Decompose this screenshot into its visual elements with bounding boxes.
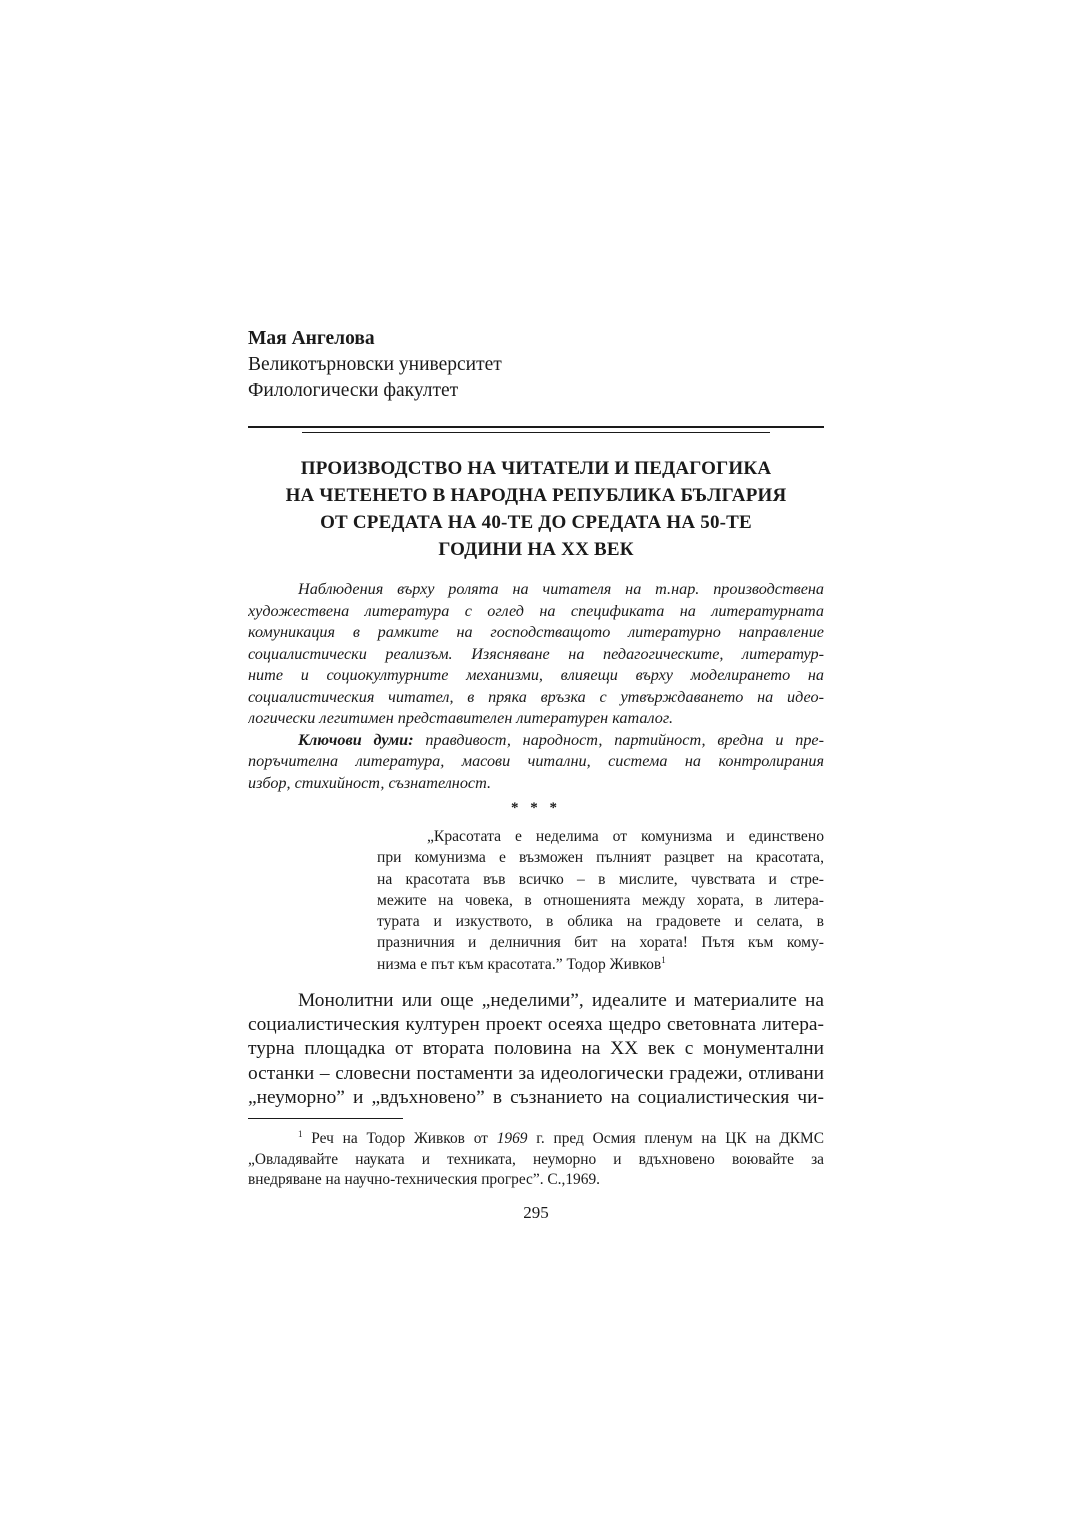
body-paragraph: [248, 989, 824, 1110]
article-title: [248, 455, 824, 563]
epigraph-line: при комунизма е възможен пълният разцвет на красотата,: [377, 849, 824, 867]
epigraph-last-text: низма е път към красотата.” Тодор Живков: [377, 955, 662, 973]
abstract-line: социалистическия читател, в пряка връзка с утвърждаването на идео-: [248, 687, 824, 706]
footnote-rule: [248, 1118, 403, 1119]
epigraph-line: турата и изкуството, в облика на градовете и селата, в: [377, 913, 824, 931]
body-line: „неуморно” и „вдъхновено” в съзнанието на социалистическия чи-: [248, 1086, 824, 1108]
keywords-label: Ключови думи:: [298, 730, 414, 749]
header-rule-thin: [302, 432, 770, 433]
header-rule-thick: [248, 426, 824, 428]
footnote: [248, 1129, 824, 1191]
body-line: социалистическия културен проект осеяха щедро световната литера-: [248, 1014, 824, 1036]
abstract-line: ните и социокултурните механизми, влияещи върху моделирането на: [248, 666, 824, 684]
footnote-text-post: г. пред Осмия пленум на ЦК на ДКМС: [527, 1130, 824, 1147]
epigraph-line: межите на човека, в отношенията между хората, в литера-: [377, 891, 824, 909]
page-number: 295: [523, 1203, 549, 1222]
author-name: Мая Ангелова: [248, 328, 375, 349]
author-block: [248, 326, 502, 404]
abstract-line: Наблюдения върху ролята на читателя на т.нар. производствена: [298, 580, 824, 598]
footnote-year: 1969: [496, 1130, 528, 1147]
keywords-line: [248, 730, 824, 752]
abstract-line: художествена литература с оглед на спецификата на литературната: [248, 601, 824, 620]
title-line: ОТ СРЕДАТА НА 40-ТЕ ДО СРЕДАТА НА 50-ТЕ: [320, 512, 752, 533]
epigraph-line: [377, 954, 824, 975]
abstract-line: социалистически реализъм. Изясняване на педагогическите, литератур-: [248, 644, 824, 663]
footnote-reference[interactable]: 1: [661, 954, 666, 965]
section-separator: * * *: [511, 800, 561, 816]
footnote-line: внедряване на научно-техническия прогрес”. С.,1969.: [248, 1171, 600, 1188]
epigraph-line: „Красотата е неделима от комунизма и единствено: [427, 828, 824, 845]
title-line: ГОДИНИ НА XX ВЕК: [438, 539, 634, 560]
epigraph-line: на красотата във всичко – в мислите, чувствата и стре-: [377, 870, 824, 888]
abstract-line: логически легитимен представителен литературен каталог.: [248, 709, 673, 727]
footnote-line: „Овладявайте науката и техниката, неуморно и вдъхновено воювайте за: [248, 1150, 824, 1168]
abstract-line: комуникация в рамките на господстващото литературно направление: [248, 623, 824, 641]
abstract: [248, 579, 824, 794]
title-line: ПРОИЗВОДСТВО НА ЧИТАТЕЛИ И ПЕДАГОГИКА: [300, 458, 772, 479]
author-university: Великотърновски университет: [248, 354, 502, 375]
keywords-line: поръчителна литература, масови читални, система на контролирания: [248, 752, 824, 770]
epigraph-line: празничния и делничния бит на хората! Пътя към кому-: [377, 934, 824, 952]
body-line: Монолитни или още „неделими”, идеалите и материалите на: [298, 990, 824, 1011]
body-line: останки – словесни постаменти за идеологически градежи, отливани: [248, 1062, 824, 1084]
title-line: НА ЧЕТЕНЕТО В НАРОДНА РЕПУБЛИКА БЪЛГАРИЯ: [285, 485, 787, 506]
keywords-line: избор, стихийност, съзнателност.: [248, 773, 492, 792]
footnote-line: [248, 1129, 824, 1150]
keywords-text: правдивост, народност, партийност, вредна и пре-: [413, 730, 824, 749]
epigraph: [377, 826, 824, 975]
footnote-text-pre: Реч на Тодор Живков от: [302, 1130, 497, 1147]
body-line: турна площадка от втората половина на XX век с монументални: [248, 1038, 824, 1060]
author-faculty: Филологически факултет: [248, 380, 459, 401]
footnote-number: 1: [298, 1129, 303, 1139]
